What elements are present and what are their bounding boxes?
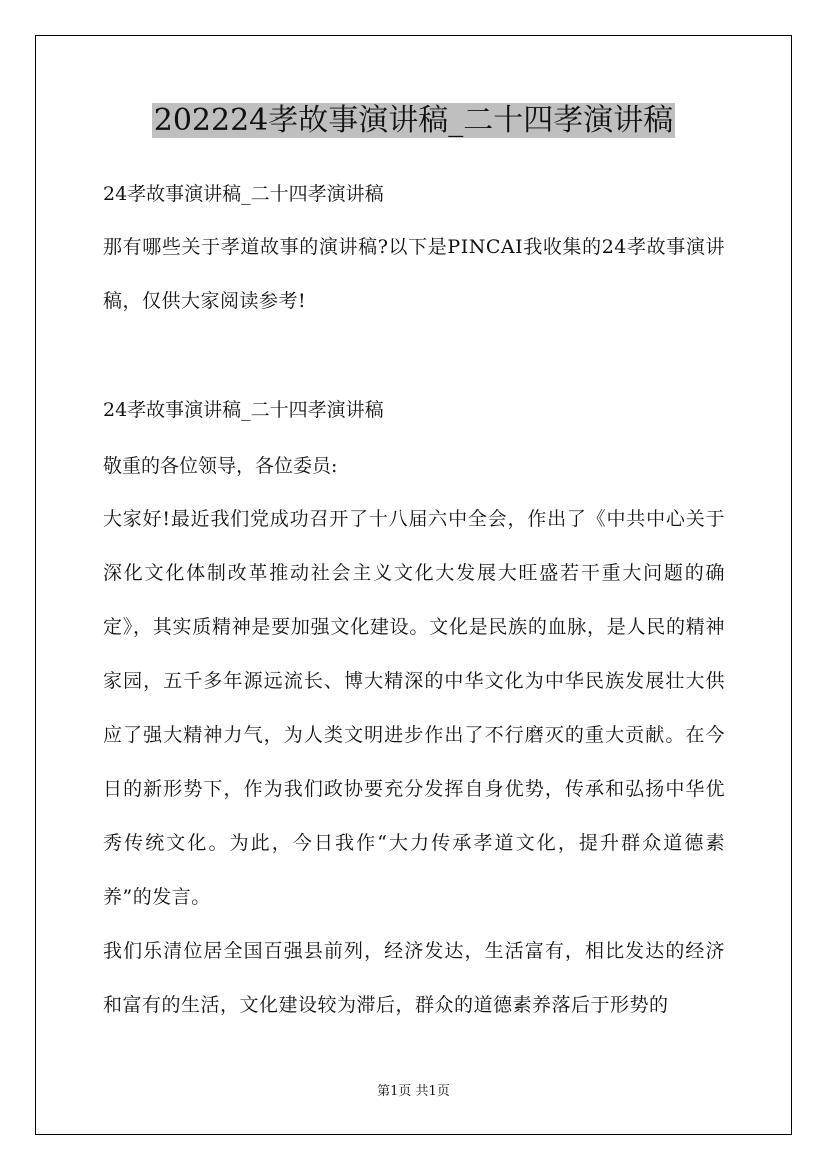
paragraph-subtitle: 24孝故事演讲稿_二十四孝演讲稿	[103, 183, 384, 205]
document-title	[0, 99, 827, 143]
paragraph-salutation: 敬重的各位领导，各位委员:	[103, 455, 338, 477]
paragraph-intro: 那有哪些关于孝道故事的演讲稿?以下是PINCAI我收集的24孝故事演讲稿，仅供大家阅读参考!	[103, 236, 725, 312]
paragraph-subtitle-repeat: 24孝故事演讲稿_二十四孝演讲稿	[103, 399, 384, 421]
page-number-footer: 第1页 共1页	[377, 1084, 450, 1099]
paragraph-speech-body: 大家好!最近我们党成功召开了十八届六中全会，作出了《中共中心关于深化文化体制改革推动社会主义文化大发展大旺盛若干重大问题的确定》，其实质精神是要加强文化建设。文化是民族的血脉，是人民的精神家园，五千多年源远流长、博大精深的中华文化为中华民族发展壮大供应了强大精神力气，为人类文明进步作出了不行磨灭的重大贡献。在今日的新形势下，作为我们政协要充分发挥自身优势，传承和弘扬中华优秀传统文化。为此，今日我作“大力传承孝道文化，提升群众道德素养”的发言。	[103, 508, 725, 908]
document-title-text: 202224孝故事演讲稿_二十四孝演讲稿	[153, 103, 674, 138]
paragraph-speech-continued: 我们乐清位居全国百强县前列，经济发达，生活富有，相比发达的经济和富有的生活，文化建设较为滞后，群众的道德素养落后于形势的	[103, 940, 725, 1016]
